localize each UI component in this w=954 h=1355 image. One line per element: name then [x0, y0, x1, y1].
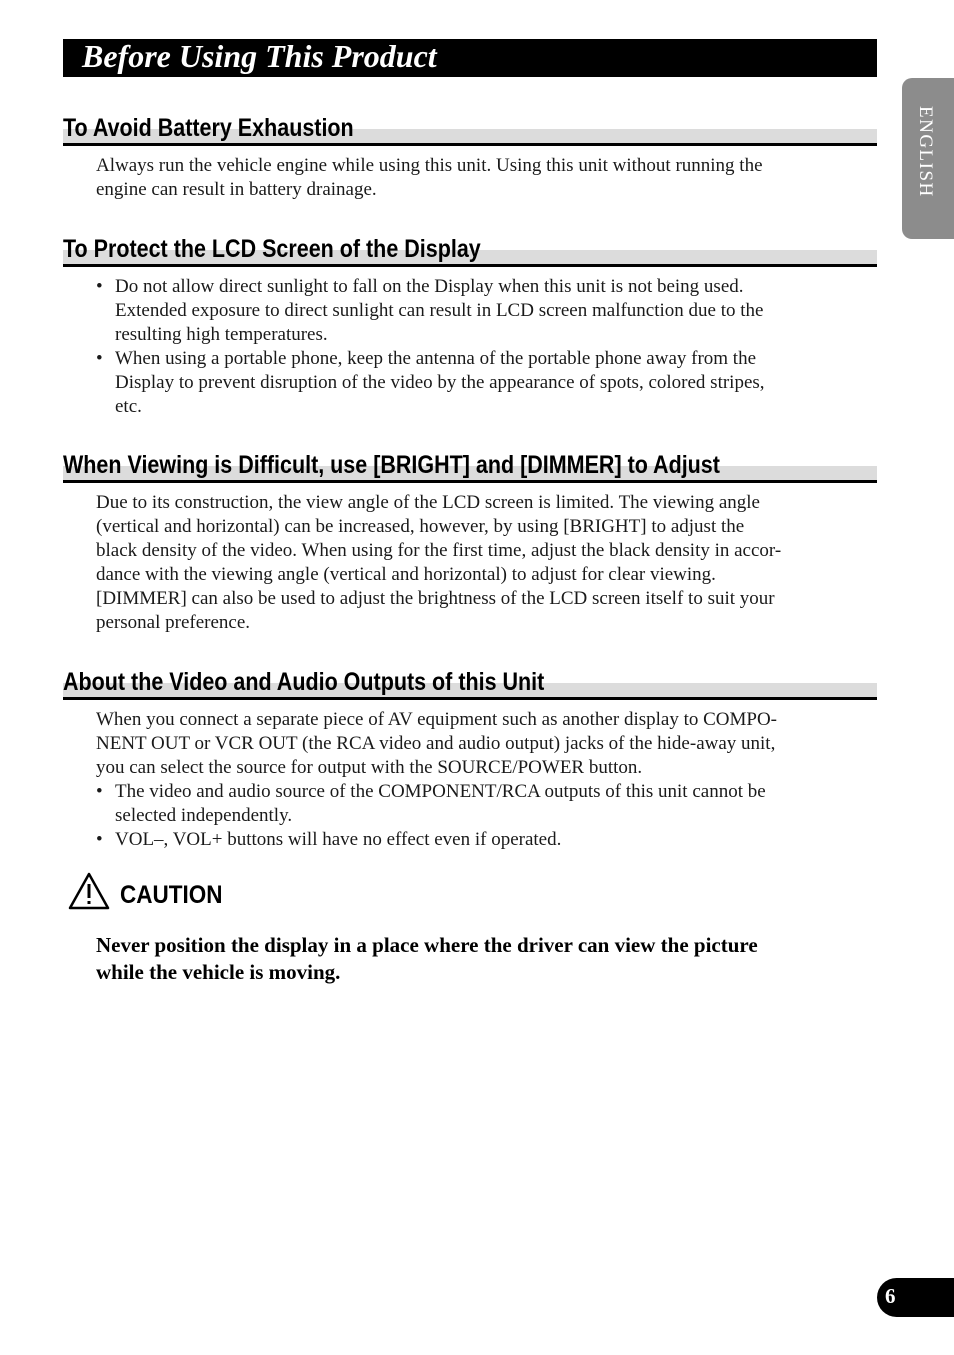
text-line: dance with the viewing angle (vertical and horizontal) to adjust for clear viewing. — [96, 564, 716, 585]
text-line: Do not allow direct sunlight to fall on the Display when this unit is not being used. — [115, 276, 744, 297]
text-line: selected independently. — [115, 805, 293, 826]
section-bright-dimmer — [63, 449, 877, 635]
bullet-list — [96, 275, 841, 419]
caution-text — [96, 932, 841, 986]
text-line: When using a portable phone, keep the antenna of the portable phone away from the — [115, 348, 757, 369]
section-battery — [63, 112, 877, 202]
section-heading: To Protect the LCD Screen of the Display — [63, 235, 481, 263]
text-line: Display to prevent disruption of the video by the appearance of spots, colored stripes, — [115, 372, 765, 393]
bullet-item — [96, 347, 841, 419]
section-lcd-protect — [63, 233, 877, 419]
heading-rule — [63, 697, 877, 700]
text-line: Extended exposure to direct sunlight can result in LCD screen malfunction due to the — [115, 300, 764, 321]
text-line: Never position the display in a place where the driver can view the picture — [96, 933, 758, 957]
section-body — [96, 708, 841, 852]
page-title-bar — [63, 39, 877, 77]
text-line: while the vehicle is moving. — [96, 960, 341, 984]
caution-heading: CAUTION — [120, 881, 223, 909]
text-line: VOL–, VOL+ buttons will have no effect even if operated. — [115, 829, 562, 850]
warning-triangle-icon — [67, 871, 111, 911]
page-title: Before Using This Product — [82, 38, 437, 74]
text-line: etc. — [115, 396, 142, 417]
text-line: resulting high temperatures. — [115, 324, 328, 345]
text-line: NENT OUT or VCR OUT (the RCA video and audio output) jacks of the hide-away unit, — [96, 733, 776, 754]
heading-rule — [63, 143, 877, 146]
section-body — [96, 154, 841, 202]
section-av-outputs — [63, 666, 877, 852]
heading-rule — [63, 264, 877, 267]
bullet-list — [96, 780, 841, 852]
paragraph — [96, 154, 841, 202]
section-heading-bar — [63, 233, 877, 267]
section-body — [96, 491, 841, 635]
text-line: personal preference. — [96, 612, 251, 633]
heading-rule — [63, 480, 877, 483]
bullet-item — [96, 780, 841, 828]
section-heading-bar — [63, 666, 877, 700]
text-line: black density of the video. When using for the first time, adjust the black density in accor- — [96, 540, 782, 561]
language-tab — [902, 78, 954, 239]
page-number-tab — [877, 1278, 954, 1317]
section-heading-bar — [63, 449, 877, 483]
section-heading-bar — [63, 112, 877, 146]
caution-block — [63, 870, 877, 986]
bullet-item — [96, 828, 841, 852]
text-line: Always run the vehicle engine while using this unit. Using this unit without running the — [96, 155, 763, 176]
text-line: engine can result in battery drainage. — [96, 179, 377, 200]
text-line: The video and audio source of the COMPONENT/RCA outputs of this unit cannot be — [115, 781, 766, 802]
page-number: 6 — [885, 1284, 896, 1308]
language-tab-label: ENGLISH — [915, 106, 936, 198]
paragraph — [96, 708, 841, 780]
text-line: When you connect a separate piece of AV equipment such as another display to COMPO- — [96, 709, 778, 730]
caution-heading-row — [63, 870, 877, 914]
text-line: Due to its construction, the view angle of the LCD screen is limited. The viewing angle — [96, 492, 760, 513]
text-line: [DIMMER] can also be used to adjust the brightness of the LCD screen itself to suit your — [96, 588, 775, 609]
paragraph — [96, 491, 841, 635]
bullet-item — [96, 275, 841, 347]
section-heading: When Viewing is Difficult, use [BRIGHT] and [DIMMER] to Adjust — [63, 451, 720, 479]
text-line: (vertical and horizontal) can be increased, however, by using [BRIGHT] to adjust the — [96, 516, 745, 537]
section-heading: To Avoid Battery Exhaustion — [63, 114, 354, 142]
section-body — [96, 275, 841, 419]
text-line: you can select the source for output with the SOURCE/POWER button. — [96, 757, 643, 778]
section-heading: About the Video and Audio Outputs of this Unit — [63, 668, 545, 696]
